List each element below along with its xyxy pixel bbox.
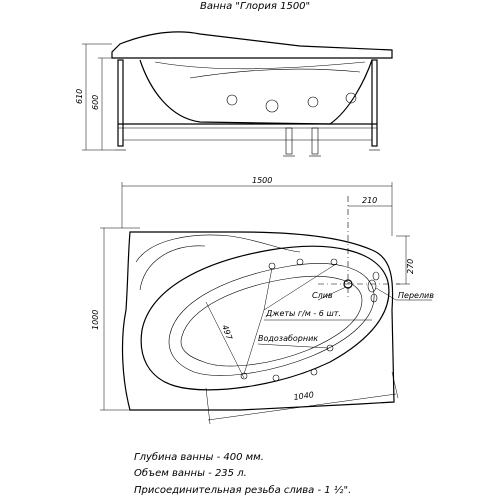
note-drain-thread: Присоединительная резьба слива - 1 ½". xyxy=(134,485,352,496)
note-volume: Объем ванны - 235 л. xyxy=(134,468,247,479)
dim-width: 1500 xyxy=(252,176,273,185)
dim-inner-diameter: 497 xyxy=(220,323,234,342)
drawing-title: Ванна "Глория 1500" xyxy=(200,1,311,12)
note-depth: Глубина ванны - 400 мм. xyxy=(134,452,264,463)
leg xyxy=(312,128,318,154)
dim-depth: 1000 xyxy=(91,309,100,330)
tub-body xyxy=(140,60,372,124)
tub-rim xyxy=(112,32,392,58)
dim-drain-x: 210 xyxy=(362,196,378,205)
leg xyxy=(286,128,292,154)
frame-left-post xyxy=(118,60,123,146)
dim-drain-y: 270 xyxy=(406,258,415,274)
jet-icon xyxy=(297,259,303,265)
dim-inner-length: 1040 xyxy=(293,390,315,402)
jet-icon xyxy=(266,100,278,112)
top-view xyxy=(91,176,434,424)
dim-height-rim: 600 xyxy=(91,94,100,110)
frame-right-post xyxy=(372,60,377,146)
label-jets: Джеты г/м - 6 шт. xyxy=(266,309,341,318)
jet-icon xyxy=(273,375,279,381)
label-overflow: Перелив xyxy=(398,291,434,300)
jet-icon xyxy=(311,369,317,375)
label-drain: Слив xyxy=(312,291,333,300)
jet-icon xyxy=(227,95,237,105)
label-water-intake: Водозаборник xyxy=(258,334,319,343)
side-view xyxy=(75,32,392,156)
jet-icon xyxy=(308,97,318,107)
dim-height-total: 610 xyxy=(75,88,84,104)
bowl-outer xyxy=(141,246,389,390)
